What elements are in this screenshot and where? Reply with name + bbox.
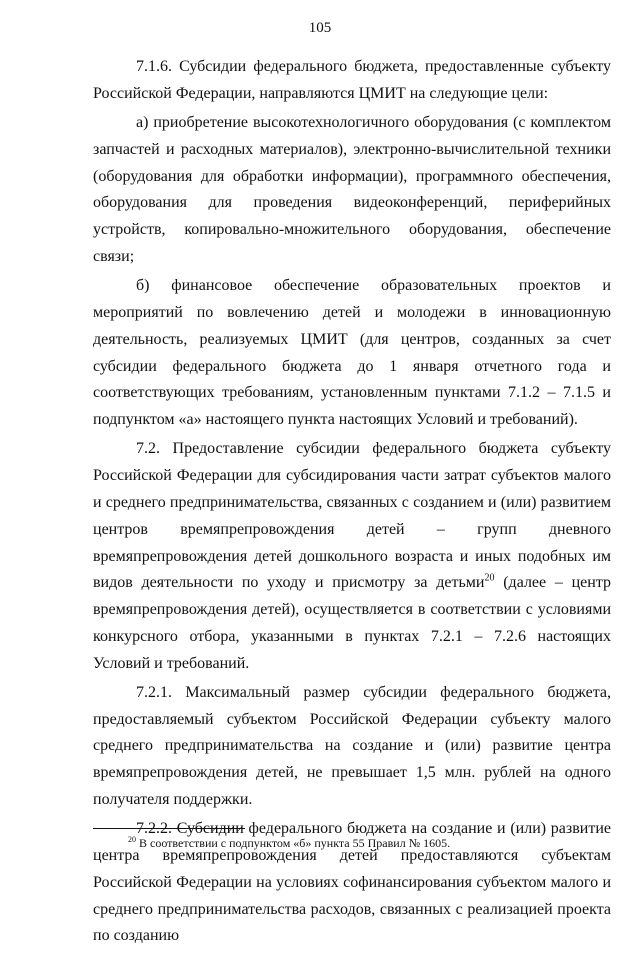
page-number: 105 — [308, 20, 332, 36]
paragraph-7-2-text-continued: (далее – центр времяпрепровождения детей), осуществляется в соответствии с условиями конкурсного отбора, указанными в пунктах 7.2.1 – 7.2.6 настоящих Условий и требований. — [93, 574, 612, 672]
paragraph-7-2-text: 7.2. Предоставление субсидии федерального бюджета субъекту Российской Федерации для субсидирования части затрат субъектов малого и среднего предпринимательства, связанных с созданием и (или) развитием центров времяпрепровождения детей – групп дневного времяпрепровождения детей дошкольного возраста и иных подобных им видов деятельности по уходу и присмотру за детьми — [93, 440, 611, 592]
footnote — [128, 836, 450, 850]
footnote-separator — [93, 828, 245, 829]
paragraph-7-1-6-b: б) финансовое обеспечение образовательных проектов и мероприятий по вовлечению детей и молодежи в инновационную деятельность, реализуемых ЦМИТ (для центров, созданных за счет субсидии федерального бюджета до 1 января отчетного года и соответствующих требованиям, установленным пунктами 7.1.2 – 7.1.5 и подпунктом «а» настоящего пункта настоящих Условий и требований). — [93, 277, 611, 429]
paragraph-7-2 — [93, 436, 611, 677]
paragraph-7-1-6: 7.1.6. Субсидии федерального бюджета, предоставленные субъекту Российской Федерации, направляются ЦМИТ на следующие цели: — [93, 58, 611, 102]
paragraph-7-2-1: 7.2.1. Максимальный размер субсидии федерального бюджета, предоставляемый субъектом Российской Федерации субъекту малого среднего предпринимательства на создание и (или) развитие центра времяпрепровождения детей, не превышает 1,5 млн. рублей на одного получателя поддержки. — [93, 683, 611, 809]
paragraph-7-1-6-a: а) приобретение высокотехнологичного оборудования (с комплектом запчастей и расходных материалов), электронно-вычислительной техники (оборудования для обработки информации), программного обеспечения, оборудования для проведения видеоконференций, периферийных устройств, копировально-множительного оборудования, обеспечение связи; — [93, 113, 611, 265]
footnote-reference[interactable]: 20 — [484, 572, 495, 584]
footnote-text: В соответствии с подпунктом «б» пункта 55 Правил № 1605. — [136, 836, 451, 850]
body-text — [93, 54, 611, 953]
footnote-number: 20 — [128, 835, 136, 844]
paragraph-7-2-2: 7.2.2. Субсидии федерального бюджета на создание и (или) развитие центра времяпрепровождения детей предоставляются субъектам Российской Федерации на условиях софинансирования субъектом малого и среднего предпринимательства расходов, связанных с реализацией проекта по созданию — [93, 820, 611, 945]
